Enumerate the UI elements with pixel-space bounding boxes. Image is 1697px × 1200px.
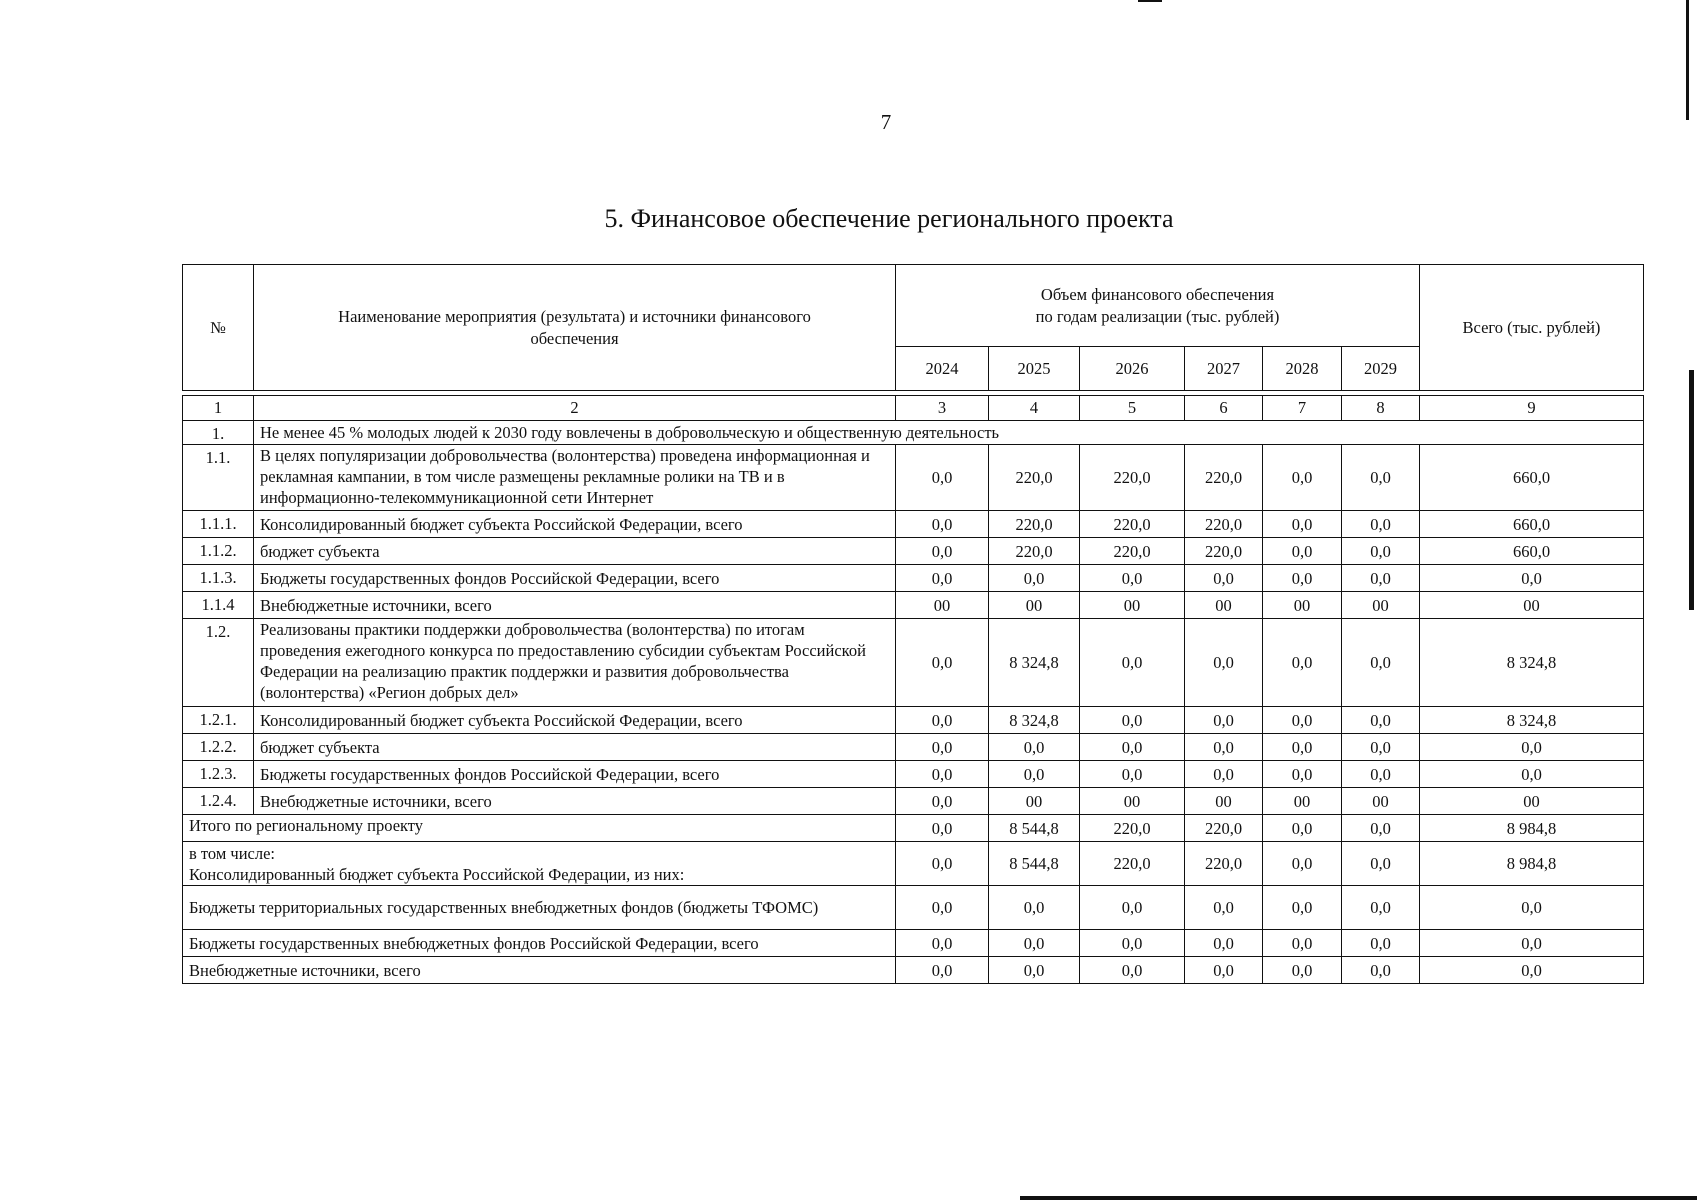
row-name: бюджет субъекта: [254, 734, 896, 761]
table-row: [183, 788, 1644, 815]
summary-year-value: 0,0: [989, 886, 1080, 930]
summary-year-value: 0,0: [1080, 886, 1185, 930]
summary-year-value: 0,0: [1342, 886, 1420, 930]
row-name: Бюджеты государственных фондов Российской Федерации, всего: [254, 761, 896, 788]
row-year-value: 00: [1185, 592, 1263, 619]
row-year-value: 220,0: [989, 511, 1080, 538]
summary-total: 0,0: [1420, 886, 1644, 930]
scan-edge-bottom: [1020, 1196, 1697, 1200]
summary-total: 8 984,8: [1420, 842, 1644, 886]
row-year-value: 00: [989, 592, 1080, 619]
row-total: 00: [1420, 788, 1644, 815]
summary-year-value: 220,0: [1080, 815, 1185, 842]
summary-year-value: 0,0: [1342, 930, 1420, 957]
scan-mark-top: [1138, 0, 1162, 2]
row-year-value: 0,0: [896, 565, 989, 592]
section-row: [183, 421, 1644, 445]
column-index: 2: [254, 396, 896, 421]
column-index: 7: [1263, 396, 1342, 421]
summary-year-value: 0,0: [1342, 815, 1420, 842]
row-number: 1.2.2.: [183, 734, 254, 761]
row-year-value: 0,0: [1080, 565, 1185, 592]
summary-year-value: 8 544,8: [989, 842, 1080, 886]
row-number: 1.2.1.: [183, 707, 254, 734]
table-row: [183, 619, 1644, 707]
row-name: Внебюджетные источники, всего: [254, 592, 896, 619]
table-row: [183, 707, 1644, 734]
summary-rows: [183, 815, 1644, 984]
table-row: [183, 445, 1644, 511]
summary-name: Внебюджетные источники, всего: [183, 957, 896, 984]
row-year-value: 0,0: [989, 734, 1080, 761]
row-year-value: 0,0: [1185, 761, 1263, 788]
summary-name: [183, 842, 896, 886]
row-year-value: 0,0: [1263, 707, 1342, 734]
row-name: Реализованы практики поддержки добровольчества (волонтерства) по итогам проведения ежегодного конкурса по предоставлению субсидии субъектам Российской Федерации на реализацию практик поддержки и развития добровольчества (волонтерства) «Регион добрых дел»: [254, 619, 896, 707]
row-year-value: 0,0: [1342, 734, 1420, 761]
summary-row: [183, 957, 1644, 984]
summary-year-value: 0,0: [896, 886, 989, 930]
scan-edge-right-lower: [1689, 370, 1694, 610]
summary-year-value: 220,0: [1080, 842, 1185, 886]
row-year-value: 0,0: [1342, 707, 1420, 734]
column-index: 3: [896, 396, 989, 421]
row-year-value: 0,0: [1263, 619, 1342, 707]
row-year-value: 0,0: [1263, 734, 1342, 761]
row-name: Консолидированный бюджет субъекта Российской Федерации, всего: [254, 511, 896, 538]
summary-year-value: 0,0: [1342, 957, 1420, 984]
summary-year-value: 220,0: [1185, 815, 1263, 842]
summary-year-value: 0,0: [896, 842, 989, 886]
summary-total: 8 984,8: [1420, 815, 1644, 842]
row-year-value: 00: [1080, 788, 1185, 815]
summary-row: [183, 886, 1644, 930]
financial-table: [182, 264, 1644, 984]
header-year: 2027: [1185, 347, 1263, 391]
header-year-group: [896, 265, 1420, 347]
row-year-value: 8 324,8: [989, 619, 1080, 707]
row-name: Бюджеты государственных фондов Российской Федерации, всего: [254, 565, 896, 592]
table-row: [183, 592, 1644, 619]
table-row: [183, 734, 1644, 761]
row-total: 0,0: [1420, 565, 1644, 592]
summary-row: [183, 842, 1644, 886]
row-year-value: 0,0: [896, 619, 989, 707]
scan-edge-right: [1686, 0, 1689, 120]
summary-name-line1: в том числе:: [189, 843, 276, 863]
header-year: 2026: [1080, 347, 1185, 391]
row-year-value: 0,0: [1342, 565, 1420, 592]
row-number: 1.2.4.: [183, 788, 254, 815]
summary-year-value: 0,0: [1185, 957, 1263, 984]
column-index: 9: [1420, 396, 1644, 421]
header-name: [254, 265, 896, 391]
summary-year-value: 0,0: [1263, 815, 1342, 842]
row-total: 00: [1420, 592, 1644, 619]
section-title: 5. Финансовое обеспечение регионального проекта: [604, 204, 1174, 233]
summary-year-value: 0,0: [1080, 930, 1185, 957]
table-body: [183, 391, 1644, 445]
header-year-group-line2: по годам реализации (тыс. рублей): [1035, 306, 1280, 326]
row-number: 1.: [183, 421, 254, 445]
summary-year-value: 0,0: [1185, 930, 1263, 957]
financial-table-container: [182, 264, 1643, 984]
summary-year-value: 0,0: [989, 930, 1080, 957]
summary-year-value: 0,0: [1263, 886, 1342, 930]
row-year-value: 0,0: [896, 761, 989, 788]
row-year-value: 220,0: [1080, 511, 1185, 538]
row-name: Внебюджетные источники, всего: [254, 788, 896, 815]
table-row: [183, 565, 1644, 592]
summary-year-value: 0,0: [1185, 886, 1263, 930]
row-year-value: 0,0: [1342, 445, 1420, 511]
row-total: 8 324,8: [1420, 619, 1644, 707]
row-total: 660,0: [1420, 538, 1644, 565]
header-year: 2029: [1342, 347, 1420, 391]
header-name-text: Наименование мероприятия (результата) и источники финансового обеспечения: [338, 307, 811, 348]
summary-year-value: 220,0: [1185, 842, 1263, 886]
header-year: 2028: [1263, 347, 1342, 391]
section-name: Не менее 45 % молодых людей к 2030 году вовлечены в добровольческую и общественную деятельность: [254, 421, 1644, 445]
summary-year-value: 0,0: [1263, 842, 1342, 886]
row-year-value: 0,0: [1080, 619, 1185, 707]
row-total: 660,0: [1420, 445, 1644, 511]
header-year: 2024: [896, 347, 989, 391]
row-year-value: 0,0: [896, 707, 989, 734]
page-number: 7: [880, 110, 892, 134]
row-year-value: 00: [989, 788, 1080, 815]
row-year-value: 0,0: [1080, 734, 1185, 761]
summary-name: Бюджеты территориальных государственных внебюджетных фондов (бюджеты ТФОМС): [183, 886, 896, 930]
row-year-value: 8 324,8: [989, 707, 1080, 734]
row-year-value: 00: [1185, 788, 1263, 815]
row-number: 1.1.: [183, 445, 254, 511]
row-year-value: 0,0: [1342, 511, 1420, 538]
row-year-value: 0,0: [1080, 761, 1185, 788]
data-rows: [183, 445, 1644, 815]
row-year-value: 0,0: [1342, 619, 1420, 707]
summary-name: Итого по региональному проекту: [183, 815, 896, 842]
row-year-value: 0,0: [896, 538, 989, 565]
column-index: 1: [183, 396, 254, 421]
row-year-value: 0,0: [989, 761, 1080, 788]
row-total: 0,0: [1420, 761, 1644, 788]
row-name: В целях популяризации добровольчества (волонтерства) проведена информационная и рекламная кампании, в том числе размещены рекламные ролики на ТВ и в информационно-телекоммуникационной сети Интернет: [254, 445, 896, 511]
row-year-value: 0,0: [1263, 511, 1342, 538]
summary-year-value: 0,0: [896, 930, 989, 957]
row-total: 0,0: [1420, 734, 1644, 761]
row-number: 1.1.4: [183, 592, 254, 619]
row-year-value: 00: [1342, 592, 1420, 619]
row-year-value: 0,0: [896, 445, 989, 511]
row-year-value: 00: [1080, 592, 1185, 619]
row-year-value: 0,0: [896, 734, 989, 761]
row-year-value: 00: [1342, 788, 1420, 815]
table-row: [183, 511, 1644, 538]
summary-year-value: 0,0: [1080, 957, 1185, 984]
row-year-value: 0,0: [1342, 761, 1420, 788]
row-year-value: 220,0: [1080, 538, 1185, 565]
summary-year-value: 8 544,8: [989, 815, 1080, 842]
table-header: [183, 265, 1644, 391]
summary-year-value: 0,0: [989, 957, 1080, 984]
summary-year-value: 0,0: [896, 957, 989, 984]
row-year-value: 00: [896, 592, 989, 619]
row-year-value: 0,0: [1185, 734, 1263, 761]
summary-row: [183, 815, 1644, 842]
summary-year-value: 0,0: [896, 815, 989, 842]
summary-total: 0,0: [1420, 957, 1644, 984]
table-row: [183, 761, 1644, 788]
row-year-value: 220,0: [1185, 538, 1263, 565]
summary-year-value: 0,0: [1263, 930, 1342, 957]
row-year-value: 220,0: [1080, 445, 1185, 511]
row-total: 8 324,8: [1420, 707, 1644, 734]
header-year: 2025: [989, 347, 1080, 391]
row-total: 660,0: [1420, 511, 1644, 538]
row-year-value: 0,0: [989, 565, 1080, 592]
summary-row: [183, 930, 1644, 957]
row-year-value: 0,0: [1342, 538, 1420, 565]
row-year-value: 0,0: [1185, 619, 1263, 707]
row-year-value: 220,0: [989, 538, 1080, 565]
row-year-value: 220,0: [989, 445, 1080, 511]
summary-total: 0,0: [1420, 930, 1644, 957]
row-year-value: 0,0: [896, 511, 989, 538]
row-year-value: 0,0: [1263, 445, 1342, 511]
row-number: 1.1.2.: [183, 538, 254, 565]
row-year-value: 0,0: [1263, 565, 1342, 592]
row-year-value: 00: [1263, 592, 1342, 619]
column-index: 5: [1080, 396, 1185, 421]
row-year-value: 00: [1263, 788, 1342, 815]
row-number: 1.2.3.: [183, 761, 254, 788]
row-year-value: 0,0: [1185, 707, 1263, 734]
row-year-value: 0,0: [1080, 707, 1185, 734]
summary-name: Бюджеты государственных внебюджетных фондов Российской Федерации, всего: [183, 930, 896, 957]
row-year-value: 0,0: [1263, 761, 1342, 788]
row-name: Консолидированный бюджет субъекта Российской Федерации, всего: [254, 707, 896, 734]
column-index-row: [183, 396, 1644, 421]
row-year-value: 0,0: [1185, 565, 1263, 592]
row-year-value: 220,0: [1185, 445, 1263, 511]
header-number: №: [183, 265, 254, 391]
column-index: 8: [1342, 396, 1420, 421]
column-index: 4: [989, 396, 1080, 421]
summary-year-value: 0,0: [1263, 957, 1342, 984]
header-year-group-line1: Объем финансового обеспечения: [1040, 285, 1275, 305]
row-name: бюджет субъекта: [254, 538, 896, 565]
row-number: 1.2.: [183, 619, 254, 707]
column-index: 6: [1185, 396, 1263, 421]
row-number: 1.1.1.: [183, 511, 254, 538]
table-row: [183, 538, 1644, 565]
row-year-value: 0,0: [1263, 538, 1342, 565]
row-year-value: 0,0: [896, 788, 989, 815]
header-total: Всего (тыс. рублей): [1420, 265, 1644, 391]
row-year-value: 220,0: [1185, 511, 1263, 538]
row-number: 1.1.3.: [183, 565, 254, 592]
summary-name-line2: Консолидированный бюджет субъекта Российской Федерации, из них:: [189, 864, 685, 884]
summary-year-value: 0,0: [1342, 842, 1420, 886]
